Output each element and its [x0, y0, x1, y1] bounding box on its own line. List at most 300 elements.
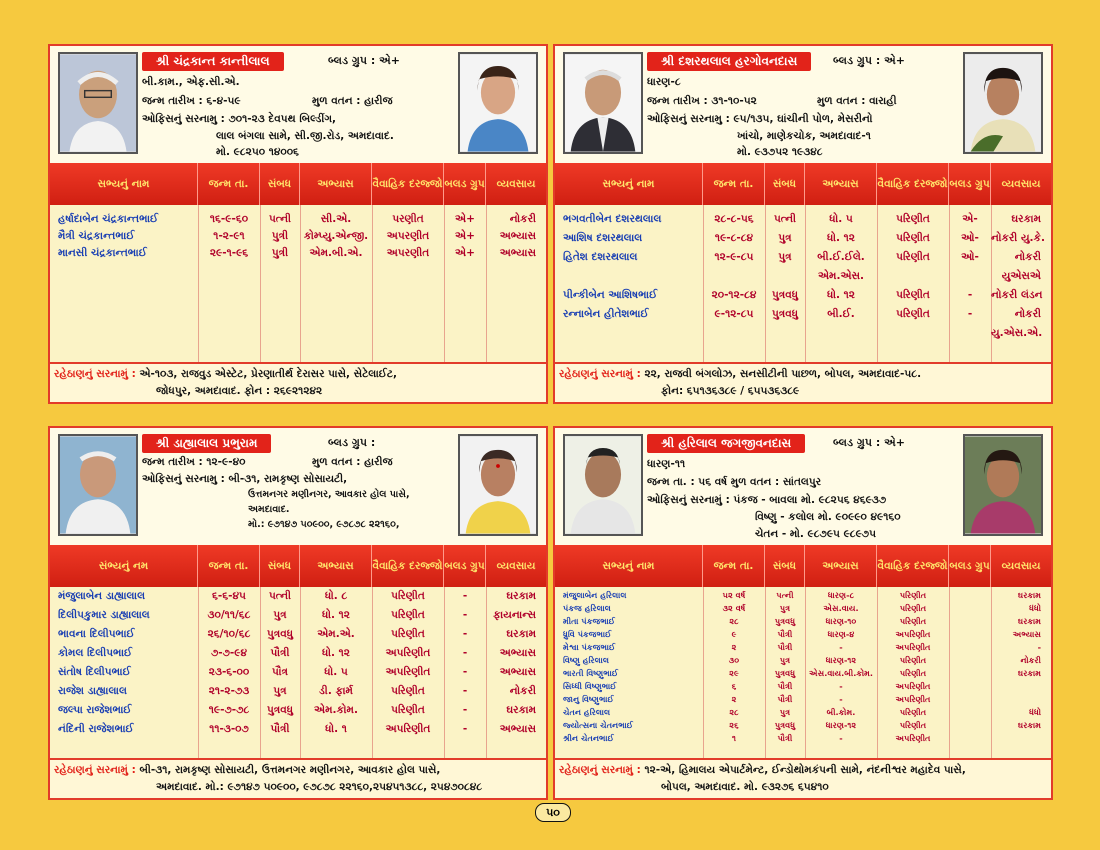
member-row — [555, 642, 1051, 655]
member-occupation: ધંધો — [1029, 707, 1041, 717]
col-occupation: વ્યવસાય — [1001, 177, 1041, 190]
member-education: કોમ્પ્યુ.એન્જી. — [303, 230, 369, 242]
member-birth: ૨૮ — [729, 707, 739, 717]
member-marital: પરિણીત — [899, 655, 927, 665]
member-name: શ્રીન ચેતનભાઈ — [563, 733, 614, 743]
member-relation: પુત્ર — [779, 655, 791, 665]
member-row — [555, 629, 1051, 642]
member-relation: પત્ની — [773, 213, 797, 225]
member-relation: પુત્ર — [778, 232, 792, 244]
table-header — [555, 545, 1051, 587]
member-name: માનસી ચંદ્રકાન્તભાઈ — [58, 247, 147, 259]
member-marital: પરિણીત — [899, 603, 927, 613]
head-birth-native: જન્મ તા. : ૫૬ વર્ષ મુળ વતન : સાંતલપુર — [647, 476, 822, 488]
member-row — [555, 707, 1051, 720]
member-relation: પુત્રી — [271, 247, 289, 259]
member-education: ધો. ૧૨ — [322, 647, 350, 659]
member-occupation: ફાયનાન્સ — [493, 609, 536, 621]
head-birth-date: જન્મ તારીખ : ૩૧-૧૦-૫૨ — [647, 95, 757, 107]
col-name: સભ્યનું નામ — [555, 545, 703, 587]
member-education: ધો. ૧૨ — [827, 289, 855, 301]
col-occupation: વ્યવસાય — [1001, 559, 1041, 572]
head-native: મુળ વતન : હારીજ — [312, 95, 393, 107]
member-name: મેશ્વા પંકજભાઈ — [563, 642, 616, 652]
member-row — [555, 603, 1051, 616]
member-relation: પૌત્રી — [777, 694, 793, 704]
member-row — [555, 668, 1051, 681]
head-birth-date: જન્મ તારીખ : ૧૨-૯-૪૦ — [142, 456, 246, 468]
col-blood: બલડ ગ્રુપ — [444, 163, 486, 205]
member-education: એમ.બી.એ. — [309, 247, 363, 259]
member-occupation: ઘરકામ — [1017, 590, 1041, 600]
member-occupation: નોકરી — [1014, 308, 1041, 320]
col-blood: બલડ ગ્રુપ — [949, 545, 991, 587]
member-birth: ૧૯-૮-૮૪ — [714, 232, 754, 244]
member-blood: એ+ — [455, 247, 475, 259]
family-card-3 — [48, 426, 548, 800]
member-birth: ૨૧-૨-૭૩ — [208, 685, 250, 697]
member-education: ધારણ-૧૦ — [825, 616, 857, 626]
col-name: સંભ્યનું નમ — [50, 545, 198, 587]
member-occupation: અભ્યાસ — [499, 723, 536, 735]
member-table — [555, 205, 1051, 365]
member-row — [50, 247, 546, 264]
member-relation: પૌત્રી — [777, 733, 793, 743]
member-name: રાજેશ ડાહ્યાલાલ — [58, 685, 127, 697]
member-name: હર્ષાદાબેન ચંદ્રકાન્તભાઈ — [58, 213, 159, 225]
member-education: - — [839, 642, 843, 652]
member-blood: એ- — [962, 213, 978, 225]
member-education: ડી. ફાર્મ — [319, 685, 353, 697]
member-row — [50, 685, 546, 704]
member-birth: ૨૮ — [729, 616, 739, 626]
member-table — [50, 587, 546, 761]
member-education: ધો. ૧૨ — [322, 609, 350, 621]
col-occupation: વ્યવસાય — [496, 559, 536, 572]
head-photo — [58, 434, 138, 536]
member-name: આશિષ દશરથલાલ — [563, 232, 643, 244]
member-marital: પરિણીત — [896, 308, 930, 320]
col-marital: વૈવાહિક દરજ્જો — [372, 163, 444, 205]
member-marital: પરિણીત — [899, 707, 927, 717]
office-phone-2: વિષ્ણુ - કલોલ મો. ૯૦૯૯૦ ૪૯૧૬૦ — [755, 511, 901, 523]
card-header — [555, 46, 1051, 163]
member-blood: - — [462, 628, 468, 640]
member-birth: ૨૮-૮-૫૬ — [714, 213, 754, 225]
office-phone: મો. ૯૩૭૫૨ ૧૯૩૪૮ — [737, 146, 823, 158]
member-name: રન્નાબેન હીતેશભાઈ — [563, 308, 649, 320]
table-header — [50, 163, 546, 205]
col-relation: સંબધ — [260, 545, 300, 587]
member-occupation: અભ્યાસ — [499, 647, 536, 659]
member-birth: ૨૩-૬-૦૦ — [208, 666, 250, 678]
member-birth: ૭-૭-૯૪ — [210, 647, 248, 659]
member-occupation: નોકરી — [509, 213, 536, 225]
member-occupation: ઘરકામ — [506, 704, 536, 716]
col-name: સભ્યનું નામ — [555, 163, 703, 205]
spouse-photo — [458, 434, 538, 536]
member-marital: પરિણીત — [896, 289, 930, 301]
member-education: એસ.વાય.બી.કોમ. — [808, 668, 874, 678]
member-name: મીતા પંકજભાઈ — [563, 616, 616, 626]
member-birth: ૩૦/૧૧/૬૮ — [207, 609, 251, 621]
member-row — [555, 308, 1051, 327]
member-relation: પૌત્રી — [270, 647, 290, 659]
member-education: એમ.એસ. — [817, 270, 865, 282]
head-native: મુળ વતન : વારાહી — [817, 95, 897, 107]
residence-line-1: બી-૩૧, રામકૃષ્ણ સોસાયટી, ઉત્તમનગર મણીનગર, આવકાર હોલ પાસે, — [139, 764, 441, 776]
head-birth-date: જન્મ તારીખ : ૬-૪-૫૯ — [142, 95, 241, 107]
head-photo — [563, 52, 643, 154]
member-marital: પરિણીત — [896, 213, 930, 225]
member-marital: પરિણીત — [391, 685, 425, 697]
card-header — [50, 428, 546, 545]
member-row — [555, 327, 1051, 346]
member-education: - — [839, 733, 843, 743]
member-education: ધો. ૫ — [829, 213, 853, 225]
member-birth: ૨ — [731, 694, 737, 704]
member-marital: પરિણીત — [391, 609, 425, 621]
member-relation: પુત્રવધુ — [774, 720, 796, 730]
member-name: મંજુલાબેન હરિલાલ — [563, 590, 627, 600]
residence-address — [555, 362, 1051, 402]
member-birth: ૨૯ — [729, 668, 739, 678]
head-name: શ્રી હરિલાલ જગજીવનદાસ — [647, 434, 805, 453]
spouse-photo — [963, 52, 1043, 154]
member-relation: પૌત્ર — [272, 666, 288, 678]
member-education: ધો. ૧ — [325, 723, 347, 735]
member-birth: ૯ — [731, 629, 737, 639]
member-row — [50, 213, 546, 230]
member-education: - — [839, 694, 843, 704]
member-marital: અપરિણીત — [895, 642, 931, 652]
col-marital: વૈવાહિક દરજ્જો — [877, 163, 949, 205]
member-blood: - — [462, 723, 468, 735]
member-occupation: અભ્યાસ — [1012, 629, 1041, 639]
member-row — [555, 590, 1051, 603]
member-blood: - — [462, 704, 468, 716]
member-marital: અપરણીત — [386, 247, 430, 259]
member-relation: પુત્ર — [273, 609, 287, 621]
office-address: ઓફિસનું સરનામું : પંકજ - બાવલા મો. ૯૮૨૫૬ ૪૬૯૩૭ — [647, 494, 887, 506]
office-address: ઓફિસનું સરનામુ : ૯૫/૧૩૫, ઘાંચીની પોળ, મેસરીનો — [647, 113, 873, 125]
member-relation: પત્ની — [776, 590, 794, 600]
head-photo — [58, 52, 138, 154]
member-relation: પૌત્રી — [777, 681, 793, 691]
member-row — [50, 628, 546, 647]
member-occupation: ઘરકામ — [1017, 668, 1041, 678]
office-address-2: ઉત્તમનગર મણીનગર, આવકાર હોલ પાસે, — [248, 489, 410, 500]
head-native: મુળ વતન : હારીજ — [312, 456, 393, 468]
member-education: - — [839, 681, 843, 691]
office-city: અમદાવાદ. — [248, 504, 290, 515]
col-birth: જન્મ તા. — [198, 545, 260, 587]
member-marital: અપરિણીત — [895, 694, 931, 704]
member-relation: પુત્રવધુ — [774, 668, 796, 678]
member-row — [555, 694, 1051, 707]
member-row — [50, 666, 546, 685]
member-name: પંકજ હરિલાલ — [563, 603, 611, 613]
member-relation: પત્ની — [268, 213, 292, 225]
office-phone: મો. ૯૮૨૫૦ ૧૪૦૦૬ — [216, 146, 299, 158]
member-blood: - — [462, 590, 468, 602]
col-occupation: વ્યવસાય — [496, 177, 536, 190]
member-row — [555, 616, 1051, 629]
member-row — [555, 251, 1051, 270]
col-relation: સંબધ — [765, 163, 805, 205]
member-occupation: ધંધો — [1029, 603, 1041, 613]
member-relation: પત્ની — [268, 590, 292, 602]
member-occupation: યુએસએ — [1001, 270, 1041, 282]
head-name: શ્રી ચંદ્રકાન્ત કાન્તીલાલ — [142, 52, 284, 71]
member-education: સી.એ. — [320, 213, 352, 225]
member-occupation: - — [1037, 642, 1041, 652]
member-name: મૈત્રી ચંદ્રકાન્તભાઈ — [58, 230, 135, 242]
member-birth: ૨૬/૧૦/૬૮ — [207, 628, 251, 640]
member-row — [555, 232, 1051, 251]
member-occupation: અભ્યાસ — [499, 247, 536, 259]
member-relation: પુત્રવધુ — [771, 308, 799, 320]
office-phone-3: ચેતન - મો. ૯૮૭૯૫ ૯૮૯૭૫ — [755, 528, 876, 540]
member-marital: પરિણીત — [899, 668, 927, 678]
member-name: જ્યોત્સના ચેતનભાઈ — [563, 720, 634, 730]
member-name: ચેતન હરિલાલ — [563, 707, 611, 717]
office-address: ઓફિસનું સરનામુ : ૭૦૧-૨૩ દેવપથ બિલ્ડીંગ, — [142, 113, 337, 125]
member-occupation: અભ્યાસ — [499, 666, 536, 678]
member-relation: પુત્ર — [273, 685, 287, 697]
member-blood: - — [462, 685, 468, 697]
member-blood: - — [462, 666, 468, 678]
member-birth: ૫૨ વર્ષ — [722, 590, 746, 600]
member-blood: - — [462, 609, 468, 621]
member-row — [50, 590, 546, 609]
member-occupation: નોકરી — [1020, 655, 1041, 665]
member-name: નંદિની રાજેશભાઈ — [58, 723, 134, 735]
residence-label: રહેઠાણનું સરનામું : — [559, 764, 641, 776]
head-blood-group: બ્લડ ગ્રુપ : એ+ — [833, 436, 905, 449]
member-marital: અપરિણીત — [385, 666, 431, 678]
member-blood: ઓ- — [961, 232, 979, 244]
col-blood: બલડ ગ્રુપ — [444, 545, 486, 587]
residence-address — [555, 758, 1051, 798]
head-name: શ્રી ડાહ્યાલાલ પ્રભુરામ — [142, 434, 271, 453]
member-row — [555, 655, 1051, 668]
member-name: મંજુલાબેન ડાહ્યાલાલ — [58, 590, 146, 602]
member-relation: પૌત્રી — [270, 723, 290, 735]
col-relation: સંબધ — [260, 163, 300, 205]
member-occupation: ઘરકામ — [506, 628, 536, 640]
residence-line-2: અમદાવાદ. મો.: ૯૭૧૪૭ ૫૦૯૦૦, ૯૭૮૭૮ ૨૨૧૬૦,૨૫૪૫૧૩૮૮, ૨૫૪૭૦૮૪૮ — [156, 781, 483, 793]
member-birth: ૬ — [731, 681, 737, 691]
member-row — [50, 704, 546, 723]
member-birth: ૨૯-૧-૯૬ — [209, 247, 249, 259]
member-birth: ૨ — [731, 642, 737, 652]
member-birth: ૯-૧૨-૮૫ — [714, 308, 754, 320]
member-marital: અપરિણીત — [895, 629, 931, 639]
member-education: ધારણ-૪ — [827, 629, 855, 639]
member-relation: પુત્રવધુ — [774, 616, 796, 626]
office-address-2: લાલ બંગલા સામે, સી.જી.રોડ, અમદાવાદ. — [216, 130, 394, 142]
member-occupation: ઘરકામ — [1011, 213, 1041, 225]
page-number: ૫૦ — [535, 803, 571, 822]
col-marital: વૈવાહિક દરજ્જો — [877, 545, 949, 587]
residence-label: રહેઠાણનું સરનામું : — [54, 368, 136, 380]
member-relation: પુત્રવધુ — [266, 704, 294, 716]
member-marital: પરણીત — [392, 213, 424, 225]
member-birth: ૧-૨-૯૧ — [213, 230, 245, 242]
head-blood-group: બ્લડ ગ્રુપ : એ+ — [328, 54, 400, 67]
member-birth: ૨૬ — [729, 720, 739, 730]
col-education: અભ્યાસ — [805, 545, 877, 587]
member-occupation: નોકરી — [509, 685, 536, 697]
member-birth: ૧૧-૩-૦૭ — [209, 723, 249, 735]
member-row — [50, 723, 546, 742]
table-header — [555, 163, 1051, 205]
head-blood-group: બ્લડ ગ્રુપ : એ+ — [833, 54, 905, 67]
member-education: ધો. ૫ — [324, 666, 348, 678]
member-education: ધારણ-૧૨ — [825, 655, 857, 665]
member-birth: ૧૬-૯-૬૦ — [209, 213, 249, 225]
head-qualification: બી.કામ., એફ.સી.એ. — [142, 76, 240, 88]
member-name: પીન્કીબેન આશિષભાઈ — [563, 289, 658, 301]
card-header — [555, 428, 1051, 545]
family-card-4 — [553, 426, 1053, 800]
col-marital: વૈવાહિક દરજ્જો — [372, 545, 444, 587]
col-birth: જન્મ તા. — [703, 163, 765, 205]
member-blood: - — [967, 308, 973, 320]
spouse-photo — [963, 434, 1043, 536]
col-education: અભ્યાસ — [805, 163, 877, 205]
member-name: ભારતી વિષ્ણુભાઈ — [563, 668, 619, 678]
member-name: હિતેશ દશરથલાલ — [563, 251, 638, 263]
member-birth: ૧ — [731, 733, 736, 743]
member-name: જલ્પા રાજેશભાઈ — [58, 704, 132, 716]
member-marital: પરિણીત — [896, 232, 930, 244]
member-row — [50, 230, 546, 247]
member-marital: અપરિણીત — [895, 681, 931, 691]
member-name: ધ્રુવિ પંકજભાઈ — [563, 629, 612, 639]
member-name: ભગવતીબેન દશરથલાલ — [563, 213, 662, 225]
head-blood-group: બ્લડ ગ્રુપ : — [328, 436, 376, 449]
table-header — [50, 545, 546, 587]
member-education: ધો. ૧૨ — [827, 232, 855, 244]
member-occupation: ઘરકામ — [1017, 616, 1041, 626]
member-marital: પરિણીત — [391, 628, 425, 640]
col-education: અભ્યાસ — [300, 163, 372, 205]
member-birth: ૨૦-૧૨-૮૪ — [711, 289, 757, 301]
member-relation: પૌત્રી — [777, 629, 793, 639]
member-birth: ૧૨-૯-૮૫ — [714, 251, 754, 263]
member-occupation: નોકરી — [1014, 251, 1041, 263]
col-education: અભ્યાસ — [300, 545, 372, 587]
member-education: ધારણ-૮ — [827, 590, 855, 600]
member-blood: ઓ- — [961, 251, 979, 263]
office-address-2: ખાંચો, માણેકચોક, અમદાવાદ-૧ — [737, 130, 871, 142]
member-marital: અપરિણીત — [385, 647, 431, 659]
col-name: સભ્યનું નામ — [50, 163, 198, 205]
member-blood: એ+ — [455, 213, 475, 225]
member-education: બી.ઈ.ઈલે. — [817, 251, 865, 263]
residence-line-1: એ-૧૦૩, રાજવુડ એસ્ટેટ, પ્રેરણાતીર્થ દેરાસર પાસે, સેટેલાઈટ, — [139, 368, 398, 380]
head-qualification: ધારણ-૮ — [647, 76, 681, 88]
member-table — [50, 205, 546, 365]
member-birth: ૩૦ — [728, 655, 740, 665]
office-phone: મો.: ૯૭૧૪૭ ૫૦૯૦૦, ૯૭૮૭૮ ૨૨૧૬૦, — [248, 519, 400, 530]
member-row — [555, 270, 1051, 289]
member-marital: અપરણીત — [386, 230, 430, 242]
residence-line-1: ૧૨-એ, હિમાલય એપાર્ટમેન્ટ, ઈન્ડોથોમકંપની સામે, નંદનીશ્વર મહાદેવ પાસે, — [644, 764, 966, 776]
member-education: બી.ઈ. — [827, 308, 855, 320]
member-name: ભાવના દિલીપભાઈ — [58, 628, 135, 640]
head-qualification: ધારણ-૧૧ — [647, 458, 686, 470]
member-occupation: યુ.એસ.એ. — [991, 327, 1043, 339]
member-education: એમ.એ. — [317, 628, 355, 640]
member-relation: પુત્ર — [778, 251, 792, 263]
member-education: બી.કોમ. — [826, 707, 856, 717]
member-occupation: નોકરી યુ.કે. — [991, 232, 1045, 244]
head-photo — [563, 434, 643, 536]
member-row — [555, 733, 1051, 746]
member-occupation: ઘરકામ — [1017, 720, 1041, 730]
head-name: શ્રી દશરથલાલ હરગોવનદાસ — [647, 52, 811, 71]
residence-address — [50, 758, 546, 798]
member-occupation: અભ્યાસ — [499, 230, 536, 242]
family-card-1 — [48, 44, 548, 404]
residence-line-2: ફોન: ૬૫૧૩૬૩૮૯ / ૬૫૫૩૬૩૮૯ — [661, 385, 800, 397]
member-relation: પુત્રવધુ — [266, 628, 294, 640]
member-marital: અપરિણીત — [895, 733, 931, 743]
member-relation: પુત્ર — [779, 707, 791, 717]
residence-line-2: જોધપુર, અમદાવાદ. ફોન : ૨૬૯૨૧૨૪૨ — [156, 385, 323, 397]
member-education: એમ.કોમ. — [314, 704, 358, 716]
spouse-photo — [458, 52, 538, 154]
member-marital: અપરિણીત — [385, 723, 431, 735]
member-education: એસ.વાય. — [823, 603, 859, 613]
residence-label: રહેઠાણનું સરનામું : — [54, 764, 136, 776]
member-name: વિષ્ણુ હરિલાલ — [563, 655, 610, 665]
member-row — [50, 647, 546, 666]
member-marital: પરિણીત — [899, 616, 927, 626]
col-blood: બલડ ગ્રુપ — [949, 163, 991, 205]
member-row — [555, 289, 1051, 308]
member-blood: એ+ — [455, 230, 475, 242]
member-name: કોમલ દિલીપભાઈ — [58, 647, 133, 659]
member-relation: પુત્ર — [779, 603, 791, 613]
member-row — [555, 720, 1051, 733]
member-blood: - — [967, 289, 973, 301]
card-header — [50, 46, 546, 163]
col-birth: જન્મ તા. — [198, 163, 260, 205]
member-blood: - — [462, 647, 468, 659]
member-marital: પરિણીત — [899, 590, 927, 600]
member-education: ધારણ-૧૨ — [825, 720, 857, 730]
col-birth: જન્મ તા. — [703, 545, 765, 587]
member-name: સિધ્ધી વિષ્ણુભાઈ — [563, 681, 617, 691]
member-row — [50, 609, 546, 628]
member-education: ધો. ૮ — [324, 590, 348, 602]
residence-label: રહેઠાણનું સરનામું : — [559, 368, 641, 380]
residence-line-1: ૨૨, રાજવી બંગલોઝ, સનસીટીની પાછળ, બોપલ, અમદાવાદ-૫૮. — [644, 368, 922, 380]
member-relation: પૌત્રી — [777, 642, 793, 652]
member-occupation: ઘરકામ — [506, 590, 536, 602]
office-address: ઓફિસનું સરનામુ : બી-૩૧, રામકૃષ્ણ સોસાયટી, — [142, 473, 348, 485]
col-relation: સંબધ — [765, 545, 805, 587]
member-birth: ૩૨ વર્ષ — [722, 603, 746, 613]
family-card-2 — [553, 44, 1053, 404]
member-marital: પરિણીત — [896, 251, 930, 263]
member-marital: પરિણીત — [391, 590, 425, 602]
member-birth: ૧૯-૭-૭૮ — [208, 704, 250, 716]
